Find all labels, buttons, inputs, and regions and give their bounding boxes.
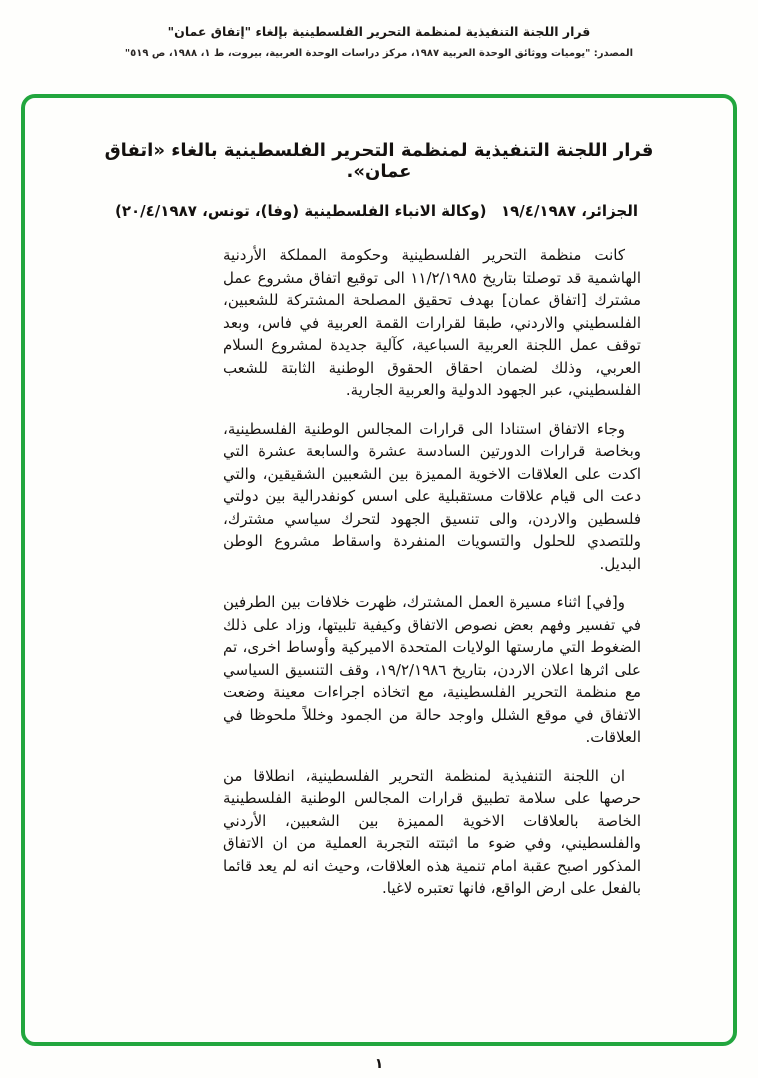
page-header <box>0 0 758 59</box>
page-number: ١ <box>374 1056 384 1072</box>
dateline-place-date: الجزائر، ١٩/٤/١٩٨٧ <box>501 202 638 220</box>
document-body <box>223 244 641 900</box>
header-source: المصدر: "يوميات ووثائق الوحدة العربية ١٩٨٧، مركز دراسات الوحدة العربية، بيروت، ط ١، ١٩٨٨، ص ٥١٩" <box>124 48 634 59</box>
header-title: قرار اللجنة التنفيذية لمنظمة التحرير الفلسطينية بإلغاء "إتفاق عمان" <box>167 24 591 39</box>
body-paragraph: ان اللجنة التنفيذية لمنظمة التحرير الفلسطينية، انطلاقا من حرصها على سلامة تطبيق قرارات المجالس الوطنية الفلسطينية الخاصة بالعلاقات الاخوية المميزة بين الشعبين، الأردني والفلسطيني، وفي ضوء ما اثبتته التجربة العملية من ان الاتفاق المذكور اصبح عقبة امام تنمية هذه العلاقات، وحيث انه لم يعد قائما بالفعل على ارض الواقع، فانها تعتبره لاغيا. <box>223 766 641 897</box>
dateline <box>25 202 733 220</box>
document-title: قرار اللجنة التنفيذية لمنظمة التحرير الفلسطينية بالغاء «اتفاق عمان». <box>104 140 654 182</box>
body-paragraph: و[في] اثناء مسيرة العمل المشترك، ظهرت خلافات بين الطرفين في تفسير وفهم بعض نصوص الاتفاق وكيفية تلبيتها، وزاد على ذلك الضغوط التي مارستها الولايات المتحدة الاميركية وأوساط اخرى، تم على اثرها اعلان الاردن، بتاريخ ١٩/٢/١٩٨٦، وقف التنسيق السياسي مع منظمة التحرير الفلسطينية، مع اتخاذه اجراءات معينة وضعت الاتفاق في موقع الشلل واوجد حالة من الجمود وخللاً ملحوظا في العلاقات. <box>223 593 641 746</box>
body-paragraph: وجاء الاتفاق استنادا الى قرارات المجالس الوطنية الفلسطينية، وبخاصة قرارات الدورتين السادسة عشرة والسابعة عشرة التي اكدت على العلاقات الاخوية المميزة بين الشعبين الشقيقين، والتي دعت الى قيام علاقات مستقبلية على اسس كونفدرالية بين دولتي فلسطين والاردن، والى تنسيق الجهود لتحرك سياسي مشترك، وللتصدي للحلول والتسويات المنفردة واسقاط مشروع الوطن البديل. <box>223 419 641 573</box>
body-paragraph: كانت منظمة التحرير الفلسطينية وحكومة المملكة الأردنية الهاشمية قد توصلتا بتاريخ ١١/٢/١٩٨٥ الى توقيع اتفاق مشروع عمل مشترك [اتفاق عمان] بهدف تحقيق المصلحة المشتركة للشعبين، الفلسطيني والاردني، طبقا لقرارات القمة العربية في فاس، وبعد توقف عمل اللجنة العربية السباعية، كآلية جديدة لمشروع السلام العربي، وذلك لضمان احقاق الحقوق الوطنية الثابتة للشعب الفلسطيني، عبر الجهود الدولية والعربية الجارية. <box>223 246 641 399</box>
dateline-agency: (وكالة الانباء الفلسطينية (وفا)، تونس، ٢٠/٤/١٩٨٧) <box>115 202 487 220</box>
document-frame <box>21 94 737 1046</box>
